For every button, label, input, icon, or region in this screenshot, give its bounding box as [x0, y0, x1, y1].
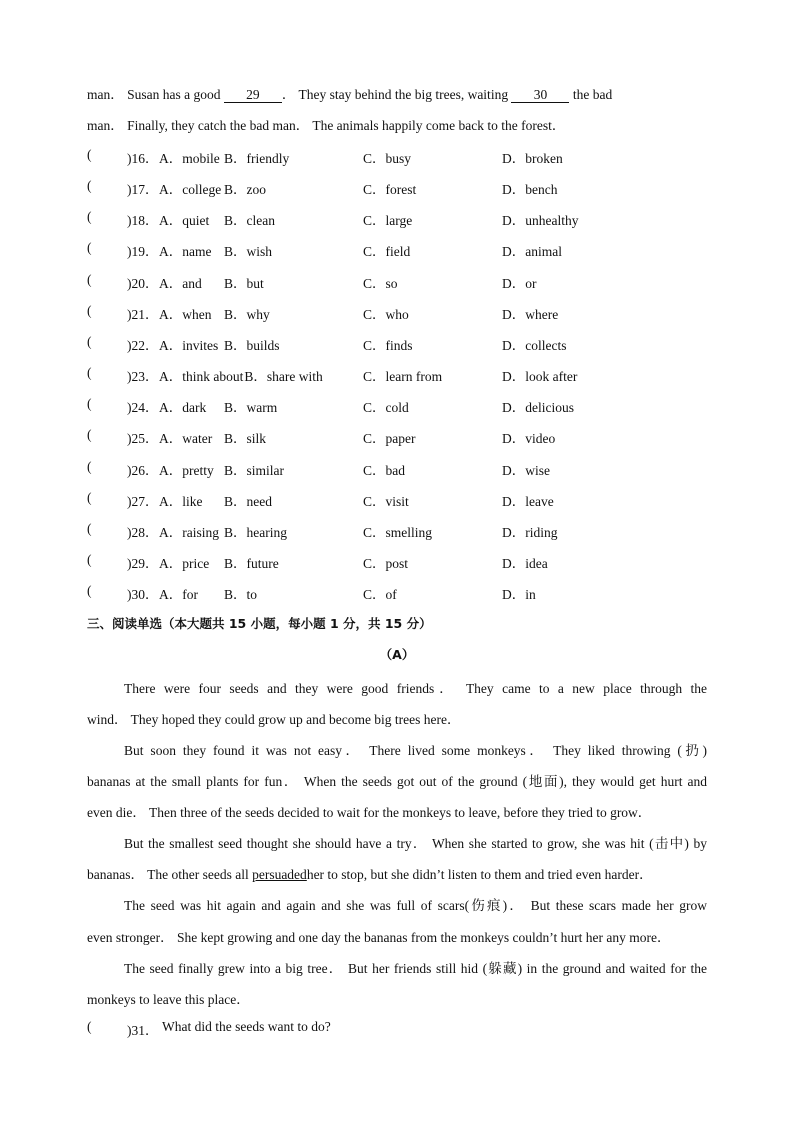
question-row — [87, 240, 727, 258]
option-a[interactable]: A．raising — [159, 524, 219, 540]
option-d[interactable]: D．delicious — [502, 400, 574, 416]
option-a[interactable]: A．water — [159, 431, 213, 447]
question-number: )16． — [127, 151, 159, 166]
option-b[interactable]: B．warm — [224, 400, 278, 416]
question-row — [87, 552, 727, 570]
option-c[interactable]: C．who — [363, 306, 409, 322]
option-a[interactable]: A．think about — [159, 369, 244, 385]
option-b[interactable]: B．similar — [224, 462, 284, 478]
option-b[interactable]: B．need — [224, 493, 272, 509]
answer-paren[interactable]: ( — [87, 583, 92, 599]
option-c[interactable]: C．so — [363, 275, 398, 291]
question-number: )29． — [127, 555, 159, 571]
option-a[interactable]: A．when — [159, 306, 212, 322]
passage-line: wind． They hoped they could grow up and become big trees here． — [87, 712, 461, 727]
question-row — [87, 490, 727, 508]
question-row — [87, 209, 727, 227]
option-a[interactable]: A．pretty — [159, 462, 214, 478]
option-c[interactable]: C．cold — [363, 400, 409, 416]
option-c[interactable]: C．finds — [363, 337, 413, 353]
option-a[interactable]: A．college — [159, 182, 222, 198]
question-number: )17． — [127, 182, 159, 198]
answer-paren[interactable]: ( — [87, 147, 92, 162]
option-a[interactable]: A．mobile — [159, 151, 220, 166]
question-number: )19． — [127, 244, 159, 260]
option-c[interactable]: C．bad — [363, 462, 405, 478]
passage-line: even die． Then three of the seeds decided to wait for the monkeys to leave, before they tried to grow． — [87, 805, 652, 820]
blank-29: 29 — [224, 88, 282, 103]
question-number: )18． — [127, 213, 159, 229]
option-c[interactable]: C．visit — [363, 493, 409, 509]
option-d[interactable]: D．riding — [502, 524, 558, 540]
question-number: )26． — [127, 462, 159, 478]
answer-paren[interactable]: ( — [87, 551, 92, 567]
question-number: )21． — [127, 306, 159, 322]
passage-line: bananas at the small plants for fun． When the seeds got out of the ground (地面), they would get hurt and — [87, 774, 707, 789]
answer-paren[interactable]: ( — [87, 178, 92, 194]
question-row — [87, 178, 727, 196]
option-c[interactable]: C．of — [363, 587, 397, 603]
option-d[interactable]: D．collects — [502, 337, 567, 353]
option-d[interactable]: D．broken — [502, 151, 563, 166]
question-number: )23． — [127, 369, 159, 385]
question-number: )31． — [127, 1023, 159, 1038]
option-b[interactable]: B．silk — [224, 431, 267, 447]
question-number: )27． — [127, 493, 159, 509]
text: man． Susan has a good — [87, 87, 224, 102]
question-number: )28． — [127, 524, 159, 540]
passage-line: The seed finally grew into a big tree． But her friends still hid (躲藏) in the ground and waited for the — [124, 961, 707, 976]
answer-paren[interactable]: ( — [87, 240, 92, 256]
question-number: )22． — [127, 337, 159, 353]
question-row — [87, 272, 727, 290]
option-b[interactable]: B．share with — [244, 369, 323, 385]
text: her to stop, but she didn’t listen to them and tried even harder． — [306, 867, 653, 882]
question-row — [87, 147, 727, 165]
question-number: )24． — [127, 400, 159, 416]
underlined-word: persuaded — [252, 867, 307, 882]
option-d[interactable]: D．look after — [502, 369, 578, 385]
question-number: )25． — [127, 431, 159, 447]
question-row — [87, 427, 727, 445]
option-b[interactable]: B．wish — [224, 244, 273, 260]
passage-line: The seed was hit again and again and she was full of scars(伤痕)． But these scars made her grow — [124, 898, 707, 913]
passage-line: even stronger． She kept growing and one day the bananas from the monkeys couldn’t hurt her any more． — [87, 930, 671, 945]
option-a[interactable]: A．and — [159, 275, 202, 291]
passage-line: But soon they found it was not easy． There lived some monkeys． They liked throwing (扔) — [124, 743, 707, 758]
question-row — [87, 365, 727, 383]
answer-paren[interactable]: ( — [87, 427, 92, 443]
option-c[interactable]: C．smelling — [363, 524, 433, 540]
option-d[interactable]: D．where — [502, 306, 559, 322]
answer-paren[interactable]: ( — [87, 1019, 92, 1034]
option-b[interactable]: B．but — [224, 275, 264, 291]
answer-paren[interactable]: ( — [87, 333, 92, 349]
option-d[interactable]: D．wise — [502, 462, 550, 478]
question-row — [87, 459, 727, 477]
option-b[interactable]: B．friendly — [224, 151, 290, 166]
option-c[interactable]: C．learn from — [363, 369, 443, 385]
question-row — [87, 583, 727, 601]
option-c[interactable]: C．post — [363, 555, 409, 571]
option-a[interactable]: A．like — [159, 493, 203, 509]
text: ． They stay behind the big trees, waiting — [281, 87, 512, 102]
text: bananas． The other seeds all — [87, 867, 253, 882]
passage-line: There were four seeds and they were good friends． They came to a new place through the — [124, 681, 707, 696]
option-c[interactable]: C．large — [363, 213, 413, 229]
question-row — [87, 334, 727, 352]
answer-paren[interactable]: ( — [87, 302, 92, 318]
answer-paren[interactable]: ( — [87, 396, 92, 412]
option-c[interactable]: C．forest — [363, 182, 417, 198]
option-a[interactable]: A．dark — [159, 400, 207, 416]
answer-paren[interactable]: ( — [87, 458, 92, 474]
question-31 — [87, 1019, 727, 1037]
option-b[interactable]: B．future — [224, 555, 279, 571]
part-label: （A） — [379, 647, 415, 662]
option-b[interactable]: B．to — [224, 587, 258, 603]
option-c[interactable]: C．busy — [363, 151, 412, 166]
question-number: )30． — [127, 587, 159, 603]
text: the bad — [569, 87, 613, 102]
option-b[interactable]: B．why — [224, 306, 270, 322]
passage-line — [87, 863, 707, 883]
answer-paren[interactable]: ( — [87, 365, 92, 381]
section-heading: 三、阅读单选（本大题共 15 小题，每小题 1 分，共 15 分） — [87, 616, 432, 631]
option-a[interactable]: A．invites — [159, 337, 219, 353]
question-text: What did the seeds want to do? — [162, 1019, 331, 1034]
option-b[interactable]: B．clean — [224, 213, 275, 229]
question-number: )20． — [127, 275, 159, 291]
option-d[interactable]: D．or — [502, 275, 537, 291]
option-a[interactable]: A．quiet — [159, 213, 210, 229]
passage-line: monkeys to leave this place． — [87, 992, 250, 1007]
answer-paren[interactable]: ( — [87, 271, 92, 287]
option-d[interactable]: D．in — [502, 587, 536, 603]
option-d[interactable]: D．bench — [502, 182, 558, 198]
passage-line: man． Finally, they catch the bad man． The animals happily come back to the forest． — [87, 118, 566, 133]
question-row — [87, 396, 727, 414]
question-row — [87, 521, 727, 539]
question-row — [87, 303, 727, 321]
option-c[interactable]: C．paper — [363, 431, 416, 447]
option-d[interactable]: D．animal — [502, 244, 562, 260]
option-c[interactable]: C．field — [363, 244, 411, 260]
option-a[interactable]: A．name — [159, 244, 212, 260]
option-a[interactable]: A．price — [159, 555, 210, 571]
option-b[interactable]: B．hearing — [224, 524, 287, 540]
answer-paren[interactable]: ( — [87, 520, 92, 536]
answer-paren[interactable]: ( — [87, 209, 92, 225]
option-b[interactable]: B．builds — [224, 337, 280, 353]
option-b[interactable]: B．zoo — [224, 182, 266, 198]
option-d[interactable]: D．video — [502, 431, 556, 447]
passage-line — [87, 83, 612, 103]
answer-paren[interactable]: ( — [87, 489, 92, 505]
option-d[interactable]: D．leave — [502, 493, 554, 509]
option-a[interactable]: A．for — [159, 587, 198, 603]
passage-line: But the smallest seed thought she should have a try． When she started to grow, she was hit (击中) by — [124, 836, 707, 851]
option-d[interactable]: D．idea — [502, 555, 548, 571]
option-d[interactable]: D．unhealthy — [502, 213, 579, 229]
blank-30: 30 — [511, 88, 569, 103]
